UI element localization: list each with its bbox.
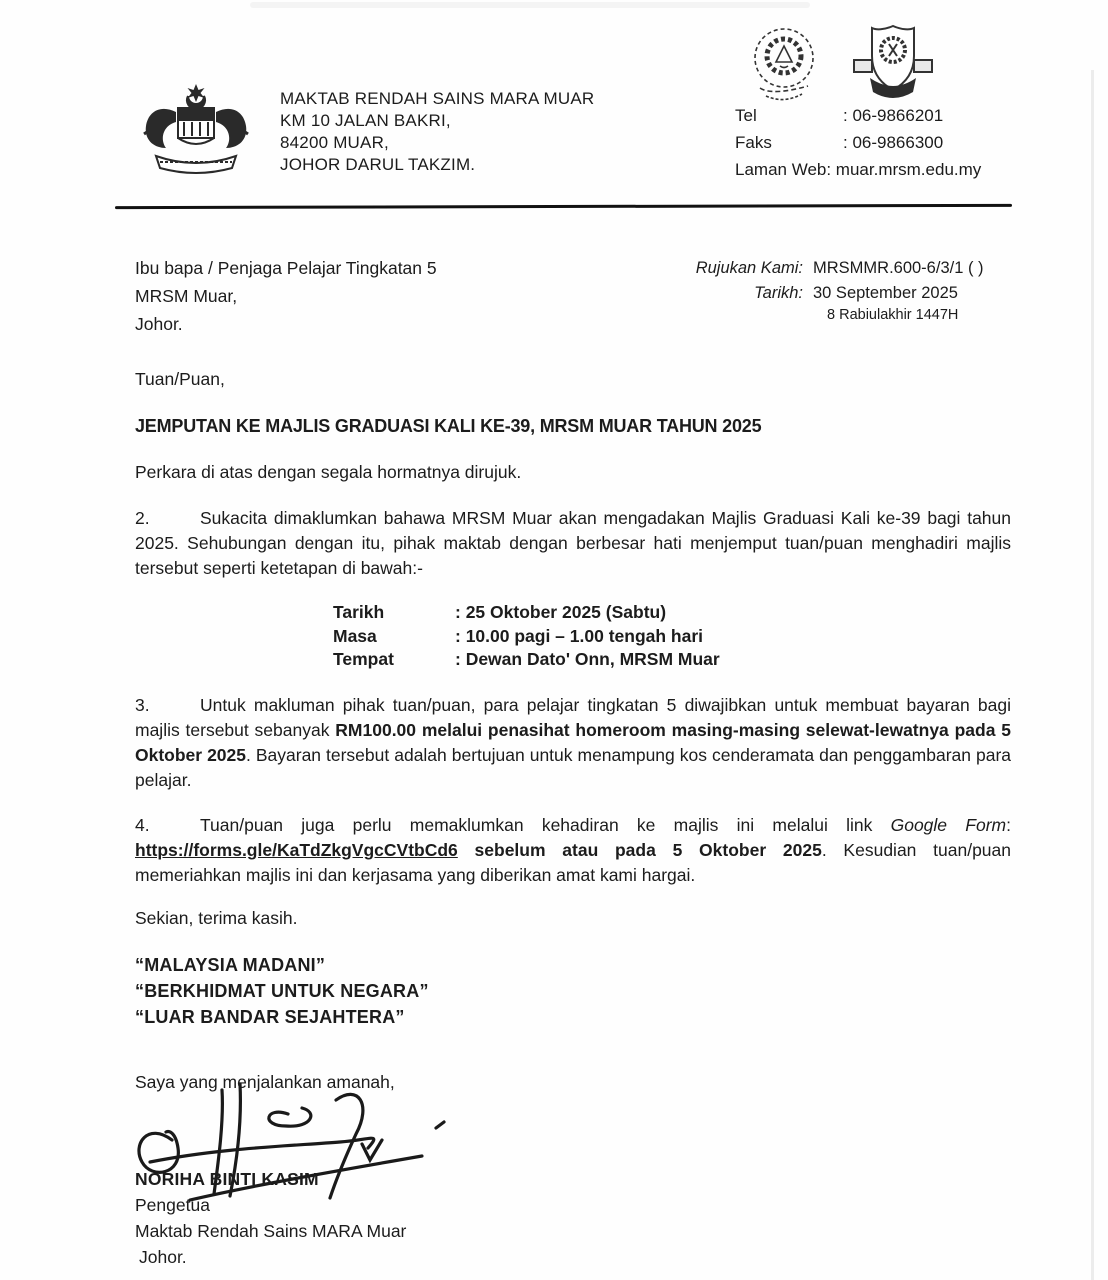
motto-block <box>135 952 429 1030</box>
motto-line: “MALAYSIA MADANI” <box>135 955 326 975</box>
tel-value: : 06-9866201 <box>843 106 944 125</box>
faks-label: Faks <box>735 133 772 152</box>
paragraph-number: 4. <box>135 815 150 835</box>
reference-label: Rujukan Kami: <box>695 259 803 277</box>
paragraph-4-text: : <box>1006 815 1011 835</box>
paragraph-3-bold: RM100.00 melalui penasihat homeroom masing-masing selewat-lewatnya pada 5 Oktober 2025 <box>135 720 1011 765</box>
signatory-name: NORIHA BINTI KASIM <box>135 1169 319 1189</box>
reference-number-row <box>655 256 1015 281</box>
signature-intro: Saya yang menjalankan amanah, <box>135 1072 395 1092</box>
reference-block <box>655 256 1015 328</box>
subject-line: JEMPUTAN KE MAJLIS GRADUASI KALI KE-39, MRSM MUAR TAHUN 2025 <box>135 416 762 436</box>
event-label: Tarikh <box>333 602 385 622</box>
paragraph-4-bold: sebelum atau pada 5 Oktober 2025 <box>457 840 822 860</box>
date-label: Tarikh: <box>754 284 803 302</box>
header-divider <box>115 204 1012 209</box>
paragraph-1: Perkara di atas dengan segala hormatnya dirujuk. <box>135 462 522 482</box>
address-line: 84200 MUAR, <box>280 133 389 152</box>
signatory-org: Maktab Rendah Sains MARA Muar <box>135 1221 407 1241</box>
faks-row <box>735 129 981 156</box>
event-row-tarikh <box>333 601 720 625</box>
scan-edge-shadow <box>1091 70 1094 1280</box>
school-address-block <box>280 88 594 176</box>
recipient-line: MRSM Muar, <box>135 286 238 306</box>
google-form-italic: Google Form <box>890 815 1007 835</box>
paragraph-3-text: Untuk makluman pihak tuan/puan, para pelajar tingkatan 5 diwajibkan untuk membuat bayaran bagi majlis tersebut sebanyak <box>135 695 1011 740</box>
event-row-tempat <box>333 648 720 672</box>
event-details-table <box>333 601 720 672</box>
paragraph-3-text: . Bayaran tersebut adalah bertujuan untuk menampung kos cenderamata dan penggambaran para pelajar. <box>135 745 1012 790</box>
paragraph-number: 2. <box>135 508 150 528</box>
scan-artifact <box>250 2 810 8</box>
event-value: : 25 Oktober 2025 (Sabtu) <box>455 602 667 622</box>
hijri-date-row <box>655 303 1015 328</box>
paragraph-number: 3. <box>135 695 150 715</box>
address-line: KM 10 JALAN BAKRI, <box>280 111 451 130</box>
school-name: MAKTAB RENDAH SAINS MARA MUAR <box>280 89 595 108</box>
event-label: Tempat <box>333 649 394 669</box>
event-row-masa <box>333 625 720 649</box>
faks-value: : 06-9866300 <box>843 133 944 152</box>
signatory-state: Johor. <box>139 1247 187 1267</box>
date-value: 30 September 2025 <box>813 284 958 302</box>
reference-value: MRSMMR.600-6/3/1 ( ) <box>813 259 984 277</box>
motto-line: “BERKHIDMAT UNTUK NEGARA” <box>135 981 429 1001</box>
malaysia-coat-of-arms-icon <box>140 82 252 185</box>
mara-seal-icon <box>752 26 816 113</box>
web-value: : muar.mrsm.edu.my <box>826 160 982 179</box>
closing-line: Sekian, terima kasih. <box>135 908 298 928</box>
signatory-block <box>135 1166 406 1270</box>
paragraph-3 <box>135 693 1011 793</box>
paragraph-4-text: Tuan/puan juga perlu memaklumkan kehadiran ke majlis ini melalui link <box>200 815 891 835</box>
web-label: Laman Web <box>735 160 827 179</box>
recipient-line: Ibu bapa / Penjaga Pelajar Tingkatan 5 <box>135 258 437 278</box>
school-badge-icon <box>852 22 934 113</box>
signatory-title: Pengetua <box>135 1195 210 1215</box>
event-label: Masa <box>333 625 377 646</box>
paragraph-2-text: Sukacita dimaklumkan bahawa MRSM Muar akan mengadakan Majlis Graduasi Kali ke-39 bagi tahun 2025. Sehubungan dengan itu, pihak maktab dengan berbesar hati menjemput tuan/puan menghadiri majlis tersebut seperti ketetapan di bawah:- <box>135 508 1011 578</box>
google-form-link: https://forms.gle/KaTdZkgVgcCVtbCd6 <box>135 840 458 860</box>
paragraph-4 <box>135 813 1011 888</box>
contact-block <box>735 102 981 183</box>
motto-line: “LUAR BANDAR SEJAHTERA” <box>135 1007 405 1027</box>
address-line: JOHOR DARUL TAKZIM. <box>280 155 476 174</box>
recipient-block <box>135 254 437 338</box>
salutation: Tuan/Puan, <box>135 369 225 389</box>
tel-label: Tel <box>735 106 757 125</box>
paragraph-4-text: . Kesudian tuan/puan memeriahkan majlis ini dan kerjasama yang diberikan amat kami hargai. <box>135 840 1011 885</box>
event-value: : Dewan Dato' Onn, MRSM Muar <box>455 649 720 669</box>
recipient-line: Johor. <box>135 314 183 334</box>
event-value: : 10.00 pagi – 1.00 tengah hari <box>455 625 704 646</box>
hijri-date: 8 Rabiulakhir 1447H <box>827 307 959 323</box>
paragraph-2 <box>135 506 1011 581</box>
tel-row <box>735 102 981 129</box>
web-row <box>735 156 981 183</box>
